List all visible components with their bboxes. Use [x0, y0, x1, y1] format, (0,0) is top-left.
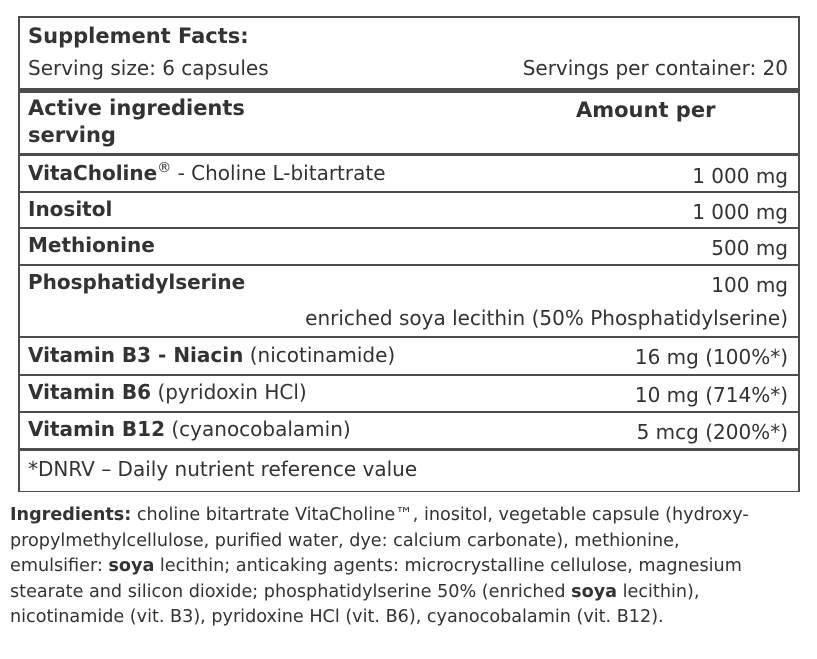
ingredient-name: Vitamin B12 (cyanocobalamin)	[28, 417, 351, 441]
ingredient-name: Inositol	[28, 197, 113, 221]
serving-size: Serving size: 6 capsules	[28, 56, 269, 80]
header-active-ingredients: Active ingredients serving	[28, 96, 245, 147]
ingredient-amount: 100 mg	[711, 273, 788, 297]
ingredient-amount: 1 000 mg	[692, 164, 788, 188]
ingredient-amount: 500 mg	[711, 236, 788, 260]
ingredient-name: Phosphatidylserine	[28, 270, 246, 294]
ingredient-amount: 10 mg (714%*)	[634, 383, 788, 407]
table-header	[20, 93, 798, 153]
ingredient-amount: 5 mcg (200%*)	[636, 420, 788, 444]
serving-line	[20, 52, 798, 88]
table-row	[20, 413, 798, 451]
facts-title: Supplement Facts:	[28, 24, 249, 48]
ingredients-paragraph: Ingredients: choline bitartrate VitaCholine™, inositol, vegetable capsule (hydroxy- propylmethylcellulose, purified water, dye: calcium carbonate), methionine, emulsifier: soya lecithin; anticaking agents: microcrystalline cellulose, magnesium stearate and silicon dioxide; phosphatidylserine 50% (enriched soya lecithin), nicotinamide (vit. B3), pyridoxine HCl (vit. B6), cyanocobalamin (vit. B12).	[10, 505, 749, 627]
table-row	[20, 376, 798, 413]
table-row	[20, 156, 798, 193]
ingredient-name: VitaCholine® - Choline L-bitartrate	[28, 160, 386, 185]
table-row	[20, 338, 798, 376]
table-row	[20, 266, 798, 338]
ingredient-note: enriched soya lecithin (50% Phosphatidylserine)	[305, 306, 788, 330]
ingredient-name: Methionine	[28, 233, 155, 257]
footnote: *DNRV – Daily nutrient reference value	[28, 457, 418, 481]
ingredient-amount: 16 mg (100%*)	[634, 345, 788, 369]
ingredient-amount: 1 000 mg	[692, 200, 788, 224]
ingredient-name: Vitamin B6 (pyridoxin HCl)	[28, 380, 307, 404]
supplement-facts-table	[18, 16, 800, 492]
table-row	[20, 229, 798, 266]
table-row	[20, 193, 798, 229]
ingredients-label: Ingredients:	[10, 505, 132, 525]
ingredient-name: Vitamin B3 - Niacin (nicotinamide)	[28, 343, 396, 367]
header-amount: Amount per	[576, 98, 716, 122]
servings-per-container: Servings per container: 20	[522, 56, 788, 80]
